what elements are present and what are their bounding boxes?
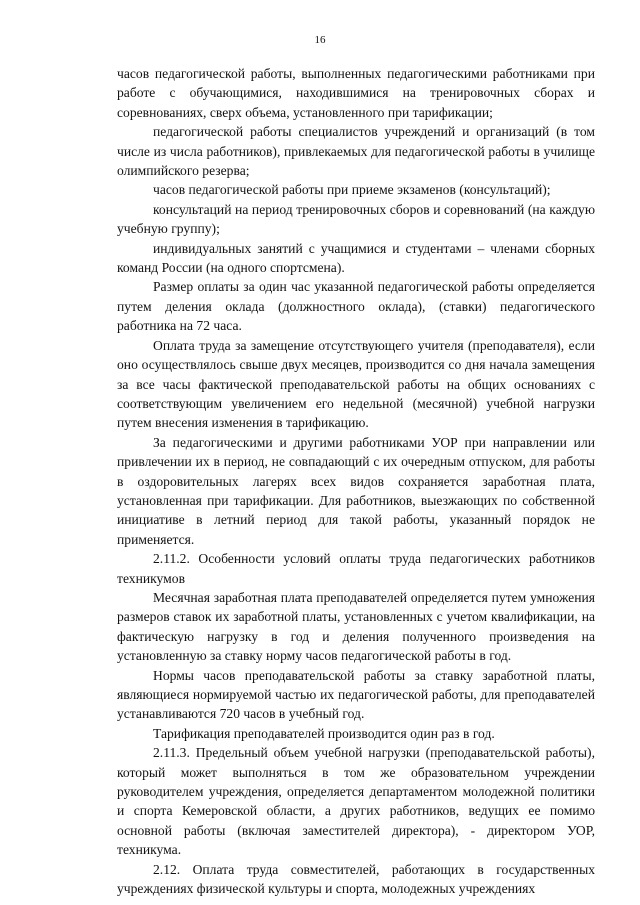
section-2-12: 2.12. Оплата труда совместителей, работающих в государственных учреждениях физической культуры и спорта, молодежных учреждениях bbox=[117, 861, 595, 897]
section-heading-2-11-2: 2.11.2. Особенности условий оплаты труда педагогических работников техникумов bbox=[117, 551, 595, 586]
paragraph-exam-hours: часов педагогической работы при приеме экзаменов (консультаций); bbox=[153, 182, 551, 198]
paragraph-consultations: консультаций на период тренировочных сборов и соревнований (на каждую учебную группу); bbox=[117, 201, 595, 237]
paragraph-norm-hours: Нормы часов преподавательской работы за ставку заработной платы, являющиеся нормируемой частью их педагогической работы, для преподавателей устанавливаются 720 часов в учебный год. bbox=[117, 667, 595, 722]
paragraph-individual-lessons: индивидуальных занятий с учащимися и студентами – членами сборных команд России (на одного спортсмена). bbox=[117, 240, 595, 276]
paragraph-summer-camps: За педагогическими и другими работниками УОР при направлении или привлечении их в период, не совпадающий с их очередным отпуском, для работы в оздоровительных лагерях всех видов сохраняется заработная плата, установленная при тарификации. Для работников, выезжающих по собственной инициативе в летний период для такой работы, указанный порядок не применяется. bbox=[117, 434, 595, 547]
paragraph-hours-over-tariff: часов педагогической работы, выполненных педагогическими работниками при работе с обучающимися, находившимися на тренировочных сборах и соревнованиях, сверх объема, установленного при тарификации; bbox=[117, 66, 595, 120]
paragraph-hourly-pay-size: Размер оплаты за один час указанной педагогической работы определяется путем деления оклада (должностного оклада), (ставки) педагогического работника на 72 часа. bbox=[117, 279, 595, 334]
page-number: 16 bbox=[314, 34, 326, 46]
document-body bbox=[117, 64, 595, 898]
paragraph-specialists-work: педагогической работы специалистов учреждений и организаций (в том числе из числа работников), привлекаемых для педагогической работы в училище олимпийского резерва; bbox=[117, 124, 595, 179]
section-2-11-3: 2.11.3. Предельный объем учебной нагрузки (преподавательской работы), который может выполняться в том же образовательном учреждении руководителем учреждения, определяется департаментом молодежной политики и спорта Кемеровской области, а других работников, ведущих ее помимо основной работы (включая заместителей директора), - директором УОР, техникума. bbox=[117, 745, 595, 858]
paragraph-tariffication: Тарификация преподавателей производится один раз в год. bbox=[153, 725, 495, 741]
paragraph-substitution-pay: Оплата труда за замещение отсутствующего учителя (преподавателя), если оно осуществлялось свыше двух месяцев, производится со дня начала замещения за все часы фактической преподавательской работы на общих основаниях с соответствующим увеличением его недельной (месячной) учебной нагрузки путем внесения изменения в тарификацию. bbox=[117, 337, 595, 431]
paragraph-monthly-salary: Месячная заработная плата преподавателей определяется путем умножения размеров ставок их заработной платы, установленных с учетом квалификации, на фактическую нагрузку в год и деления полученного произведения на установленную за ставку норму часов педагогической работы в год. bbox=[117, 589, 595, 664]
